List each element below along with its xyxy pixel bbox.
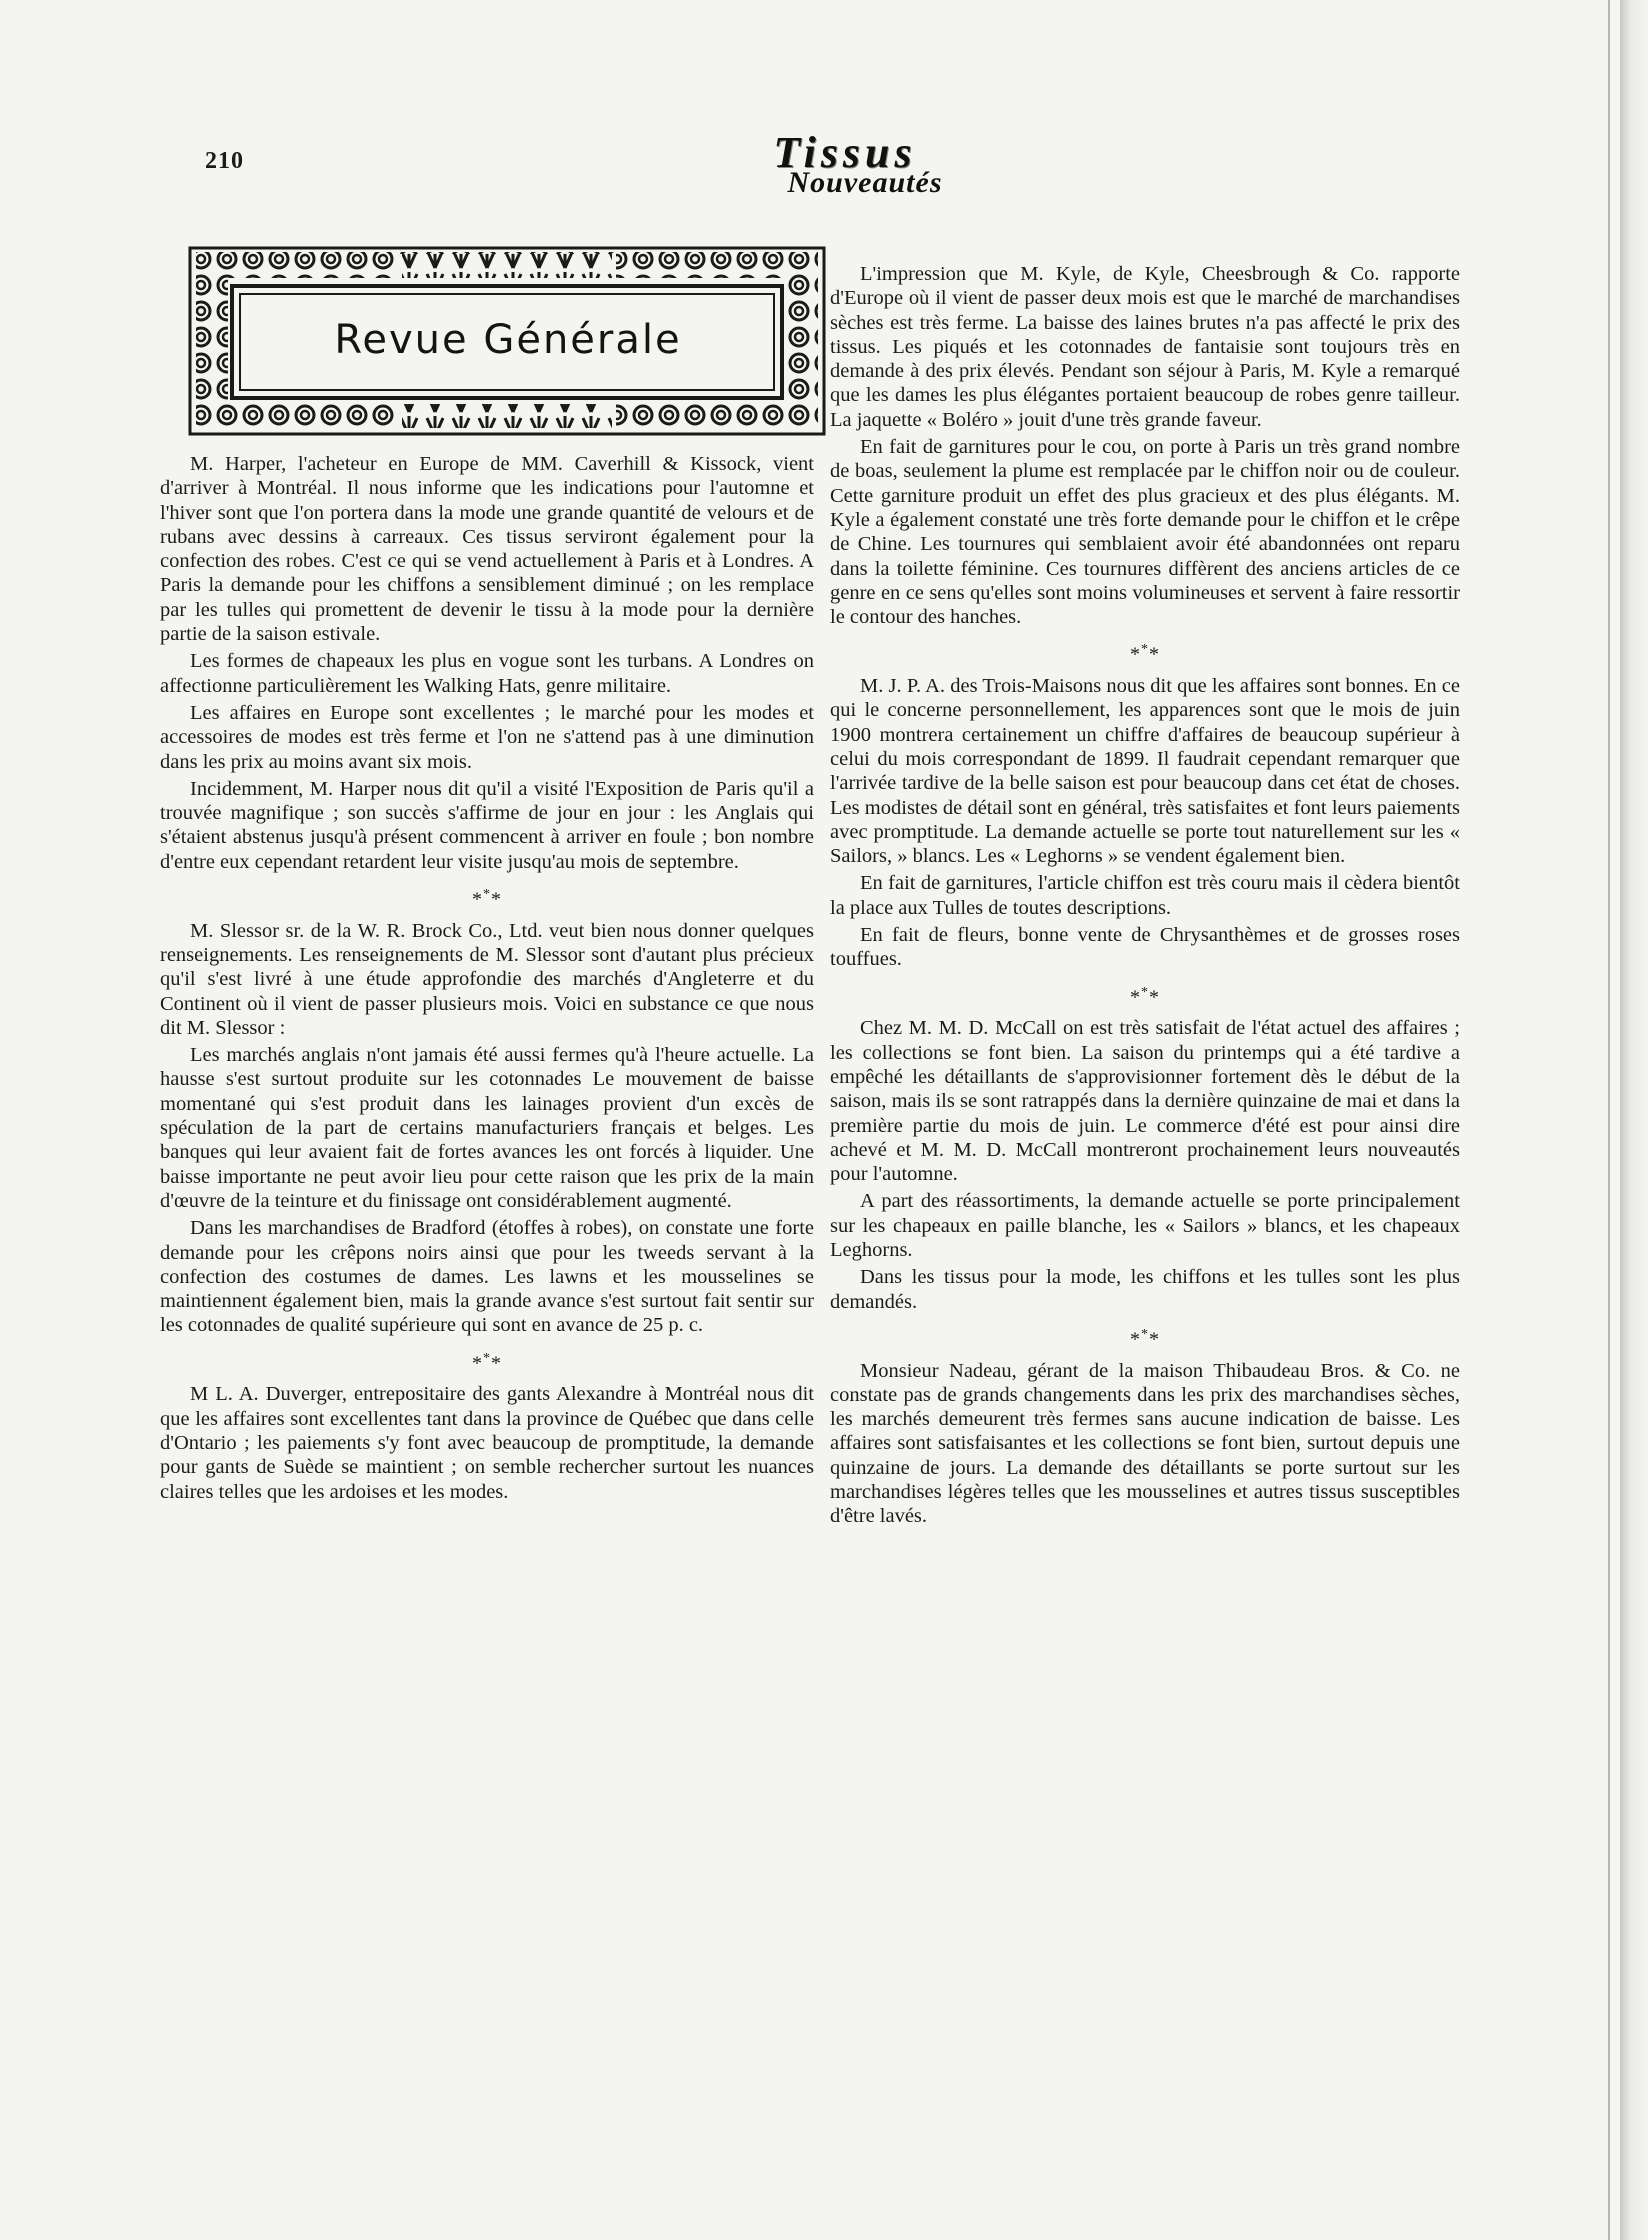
paragraph-tissus-mode: Dans les tissus pour la mode, les chiffons et les tulles sont les plus demandés. [830,1266,1460,1313]
paragraph-harper: M. Harper, l'acheteur en Europe de MM. Caverhill & Kissock, vient d'arriver à Montréal. Il nous informe que les indications pour l'automne et l'hiver sont que l'on portera dans la mode une grande quantité de velours et de rubans avec dessins à carreaux. Ces tissus serviront également pour la confection des robes. C'est ce qui se vend actuellement à Paris et à Londres. A Paris la demande pour les chiffons a sensiblement diminué ; on les remplace par les tulles qui promettent de devenir le tissu à la mode pour la dernière partie de la saison estivale. [160,453,814,646]
paragraph-kyle: L'impression que M. Kyle, de Kyle, Cheesbrough & Co. rapporte d'Europe où il vient de passer deux mois est que le marché de marchandises sèches est très ferme. La baisse des laines brutes n'a pas affecté le prix des tissus. Les piqués et les cotonnades de fantaisie sont toujours très en demande à des prix élevés. Pendant son séjour à Paris, M. Kyle a remarqué que les dames les plus élégantes portaient beaucoup de robes genre tailleur. La jaquette « Boléro » jouit d'une très grande faveur. [830,263,1460,431]
section-separator: *** [472,1350,502,1375]
page-edge-shadow [1620,0,1648,2240]
section-separator: *** [1130,642,1160,667]
paragraph-fleurs: En fait de fleurs, bonne vente de Chrysanthèmes et de grosses roses touffues. [830,924,1460,971]
section-title: Revue Générale [334,317,682,363]
paragraph-duverger: M L. A. Duverger, entrepositaire des gants Alexandre à Montréal nous dit que les affaires sont excellentes tant dans la province de Québec que dans celle d'Ontario ; les paiements s'y font avec beaucoup de promptitude, la demande pour gants de Suède se maintient ; on semble rechercher surtout les nuances claires telles que les ardoises et les modes. [160,1383,814,1503]
paragraph-trois-maisons: M. J. P. A. des Trois-Maisons nous dit que les affaires sont bonnes. En ce qui le concerne personnellement, les apparences sont que le mois de juin 1900 montrera certainement un chiffre d'affaires de beaucoup supérieur à celui du mois correspondant de 1899. Il faudrait cependant remarquer que l'arrivée tardive de la belle saison est pour beaucoup dans cet état de choses. Les modistes de détail sont en général, très satisfaites et font leurs paiements avec promptitude. La demande actuelle se porte tout naturellement sur les « Sailors, » blancs. Les « Leghorns » se vendent également bien. [830,675,1460,868]
section-separator: *** [1130,984,1160,1009]
masthead-line-1: Tissus [773,128,917,177]
paragraph-bradford: Dans les marchandises de Bradford (étoffes à robes), on constate une forte demande pour les crêpons noirs ainsi que pour les tweeds servant à la confection des costumes de dames. Les lawns et les mousselines se maintiennent également bien, mais la grande avance s'est surtout fait sentir sur les cotonnades de qualité supérieure qui sont en avance de 25 p. c. [160,1217,814,1337]
page-number: 210 [205,148,244,174]
masthead-logo [700,130,990,230]
right-column [830,262,1460,1532]
section-separator: *** [472,887,502,911]
paragraph-chapeaux: Les formes de chapeaux les plus en vogue sont les turbans. A Londres on affectionne particulièrement les Walking Hats, genre militaire. [160,650,814,697]
paragraph-mccall: Chez M. M. D. McCall on est très satisfait de l'état actuel des affaires ; les collections se font bien. La saison du printemps qui a été tardive a empêché les détaillants de s'approvisionner fortement dès le début de la saison, mais ils se sont ratrappés dans la dernière quinzaine de mai et dans la première partie du mois de juin. Le commerce d'été est pour ainsi dire achevé et M. M. D. McCall montreront prochainement leurs nouveautés pour l'automne. [830,1017,1460,1186]
section-separator: *** [1130,1326,1160,1351]
paragraph-slessor: M. Slessor sr. de la W. R. Brock Co., Ltd. veut bien nous donner quelques renseignements. Les renseignements de M. Slessor sont d'autant plus précieux qu'il s'est livré à une étude approfondie des marchés d'Angleterre et du Continent où il vient de passer plusieurs mois. Voici en substance ce que nous dit M. Slessor : [160,919,814,1039]
paragraph-reassortiments: A part des réassortiments, la demande actuelle se porte principalement sur les chapeaux en paille blanche, les « Sailors » blancs, et les chapeaux Leghorns. [830,1190,1460,1261]
page-edge-line [1608,0,1620,2240]
paragraph-marches-anglais: Les marchés anglais n'ont jamais été aussi fermes qu'à l'heure actuelle. La hausse s'est surtout produite sur les cotonnades Le mouvement de baisse momentané qui s'est produit dans les lainages provient d'un excès de spéculation de la part de certains manufacturiers français et belges. Les banques qui leur avaient fait de fortes avances les ont forcés à liquider. Une baisse importante ne peut avoir lieu pour cette raison que les prix de la main d'œuvre de la teinture et du finissage ont considérablement augmenté. [160,1044,814,1212]
masthead-line-2: Nouveautés [787,166,943,199]
left-column [160,452,814,1507]
paragraph-garnitures-cou: En fait de garnitures pour le cou, on porte à Paris un très grand nombre de boas, seulement la plume est remplacée par le chiffon noir ou de couleur. Cette garniture produit un effet des plus gracieux et des plus élégants. M. Kyle a également constaté une très forte demande pour le chiffon et le crêpe de Chine. Les tournures qui semblaient avoir été abandonnées ont reparu dans la toilette féminine. Ces tournures diffèrent des anciens articles de ce genre en ce sens qu'elles sont moins volumineuses et servent à faire ressortir le contour des hanches. [830,436,1460,629]
paragraph-nadeau: Monsieur Nadeau, gérant de la maison Thibaudeau Bros. & Co. ne constate pas de grands changements dans les prix des marchandises sèches, les marchés demeurent très fermes sans aucune indication de baisse. Les affaires sont satisfaisantes et les collections se font bien, surtout depuis une quinzaine de jours. La demande des détaillants se porte surtout sur les marchandises légères telles que les mousselines et autres tissus susceptibles d'être lavés. [830,1359,1460,1528]
paragraph-affaires-europe: Les affaires en Europe sont excellentes ; le marché pour les modes et accessoires de modes est très ferme et l'on ne s'attend pas à une diminution dans les prix au moins avant six mois. [160,701,814,773]
paragraph-garnitures-chiffon: En fait de garnitures, l'article chiffon est très couru mais il cèdera bientôt la place aux Tulles de toutes descriptions. [830,872,1460,919]
paragraph-exposition: Incidemment, M. Harper nous dit qu'il a visité l'Exposition de Paris qu'il a trouvée magnifique ; son succès s'affirme de jour en jour : les Anglais qui s'étaient abstenus jusqu'à présent commencent à arriver en foule ; bon nombre d'entre eux cependant retardent leur visite jusqu'au mois de septembre. [160,777,814,873]
title-banner [188,246,826,436]
